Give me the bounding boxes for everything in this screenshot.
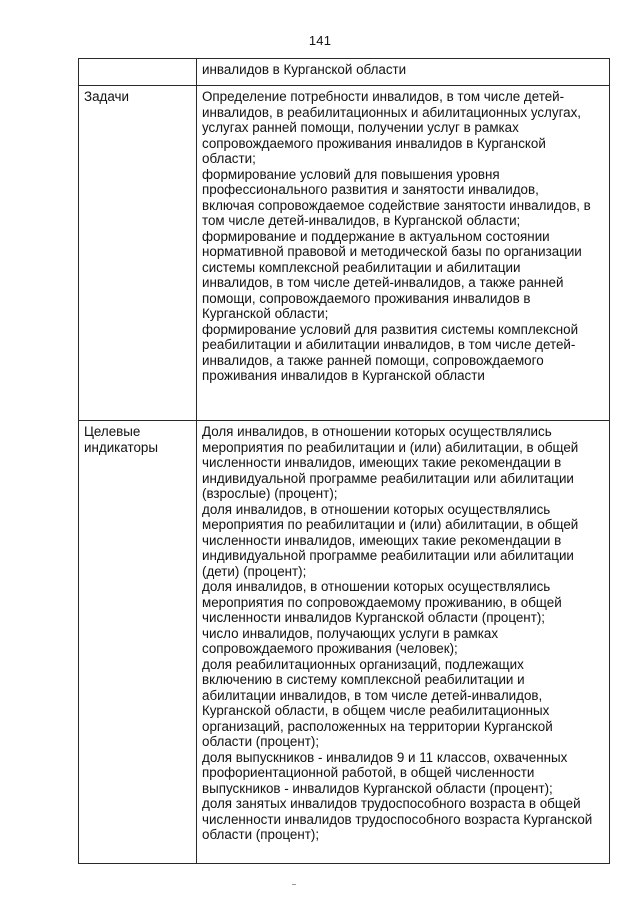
content-line: системы комплексной реабилитации и абилитации — [202, 259, 521, 275]
content-line: том числе детей-инвалидов, в Курганской области; — [202, 213, 521, 228]
content-line: мероприятия по реабилитации и (или) абилитации, в общей — [202, 439, 579, 455]
content-line: индивидуальной программе реабилитации или абилитации — [202, 470, 574, 486]
indicators-label-cell — [79, 421, 197, 864]
content-line: Определение потребности инвалидов, в том числе детей- — [202, 89, 565, 104]
content-line: инвалидов, в реабилитационных и абилитационных услугах, — [202, 104, 582, 120]
content-line: мероприятия по реабилитации и (или) абилитации, в общей — [202, 517, 579, 532]
content-line: инвалидов в Курганской области — [202, 62, 407, 77]
page-number: 141 — [308, 33, 332, 48]
content-line: формирование условий для развития системы комплексной — [202, 321, 579, 337]
continuation-label-cell — [79, 59, 197, 86]
content-line: численности инвалидов трудоспособного возраста Курганской — [202, 811, 593, 827]
tasks-content-cell — [197, 86, 610, 421]
content-line: сопровождаемого проживания инвалидов в Курганской — [202, 135, 546, 151]
indicators-label: Целевые — [84, 424, 141, 439]
content-line: численности инвалидов Курганской области (процент); — [202, 610, 546, 625]
content-line: доля занятых инвалидов трудоспособного возраста в общей — [202, 796, 581, 811]
content-line: помощи, сопровождаемого проживания инвалидов в — [202, 290, 531, 306]
indicators-content-cell — [197, 421, 610, 864]
content-line: (взрослые) (процент); — [202, 486, 338, 501]
content-line: реабилитации и абилитации инвалидов, в том числе детей- — [202, 337, 576, 352]
content-line: инвалидов, а также ранней помощи, сопровождаемого — [202, 352, 544, 368]
content-line: абилитации инвалидов, в том числе детей-инвалидов, — [202, 687, 543, 703]
table-row-indicators — [79, 421, 610, 864]
content-line: профессионального развития и занятости инвалидов, — [202, 182, 539, 197]
content-line: включая сопровождаемое содействие занятости инвалидов, в — [202, 197, 591, 213]
content-line: Курганской области, в общем числе реабилитационных — [202, 703, 550, 718]
program-passport-table — [78, 58, 610, 864]
content-line: сопровождаемого проживания (человек); — [202, 641, 458, 656]
table-row-tasks — [79, 86, 610, 421]
content-line: Доля инвалидов, в отношении которых осуществлялись — [202, 424, 552, 439]
content-line: инвалидов, в том числе детей-инвалидов, а также ранней — [202, 275, 564, 290]
content-line: (дети) (процент); — [202, 563, 307, 579]
content-line: формирование условий для повышения уровня — [202, 166, 500, 182]
content-line: Курганской области; — [202, 306, 329, 321]
content-line: формирование и поддержание в актуальном состоянии — [202, 228, 550, 244]
content-line: число инвалидов, получающих услуги в рамках — [202, 625, 499, 641]
content-line: услугах ранней помощи, получении услуг в рамках — [202, 120, 519, 135]
content-line: области; — [202, 151, 256, 166]
content-line: доля реабилитационных организаций, подлежащих — [202, 656, 524, 672]
tasks-label-cell — [79, 86, 197, 421]
content-line: включению в систему комплексной реабилитации и — [202, 672, 525, 687]
scan-speck — [292, 884, 296, 885]
table-row-continuation — [79, 59, 610, 86]
content-line: доля инвалидов, в отношении которых осуществлялись — [202, 579, 551, 594]
indicators-label: индикаторы — [84, 439, 158, 455]
content-line: проживания инвалидов в Курганской области — [202, 368, 485, 383]
content-line: численности инвалидов, имеющих такие рекомендации в — [202, 532, 562, 548]
content-line: выпускников - инвалидов Курганской области (процент); — [202, 780, 553, 796]
content-line: профориентационной работой, в общей численности — [202, 765, 535, 780]
content-line: мероприятия по сопровождаемому проживанию, в общей — [202, 594, 562, 610]
tasks-label: Задачи — [84, 89, 129, 104]
content-line: доля выпускников - инвалидов 9 и 11 классов, охваченных — [202, 749, 568, 765]
continuation-content-cell — [197, 59, 610, 86]
content-line: доля инвалидов, в отношении которых осуществлялись — [202, 501, 551, 517]
content-line: организаций, расположенных на территории Курганской — [202, 718, 553, 734]
content-line: индивидуальной программе реабилитации или абилитации — [202, 548, 574, 563]
content-line: нормативной правовой и методической базы по организации — [202, 244, 582, 259]
content-line: области (процент); — [202, 827, 320, 842]
content-line: численности инвалидов, имеющих такие рекомендации в — [202, 455, 562, 470]
content-line: области (процент); — [202, 734, 320, 749]
